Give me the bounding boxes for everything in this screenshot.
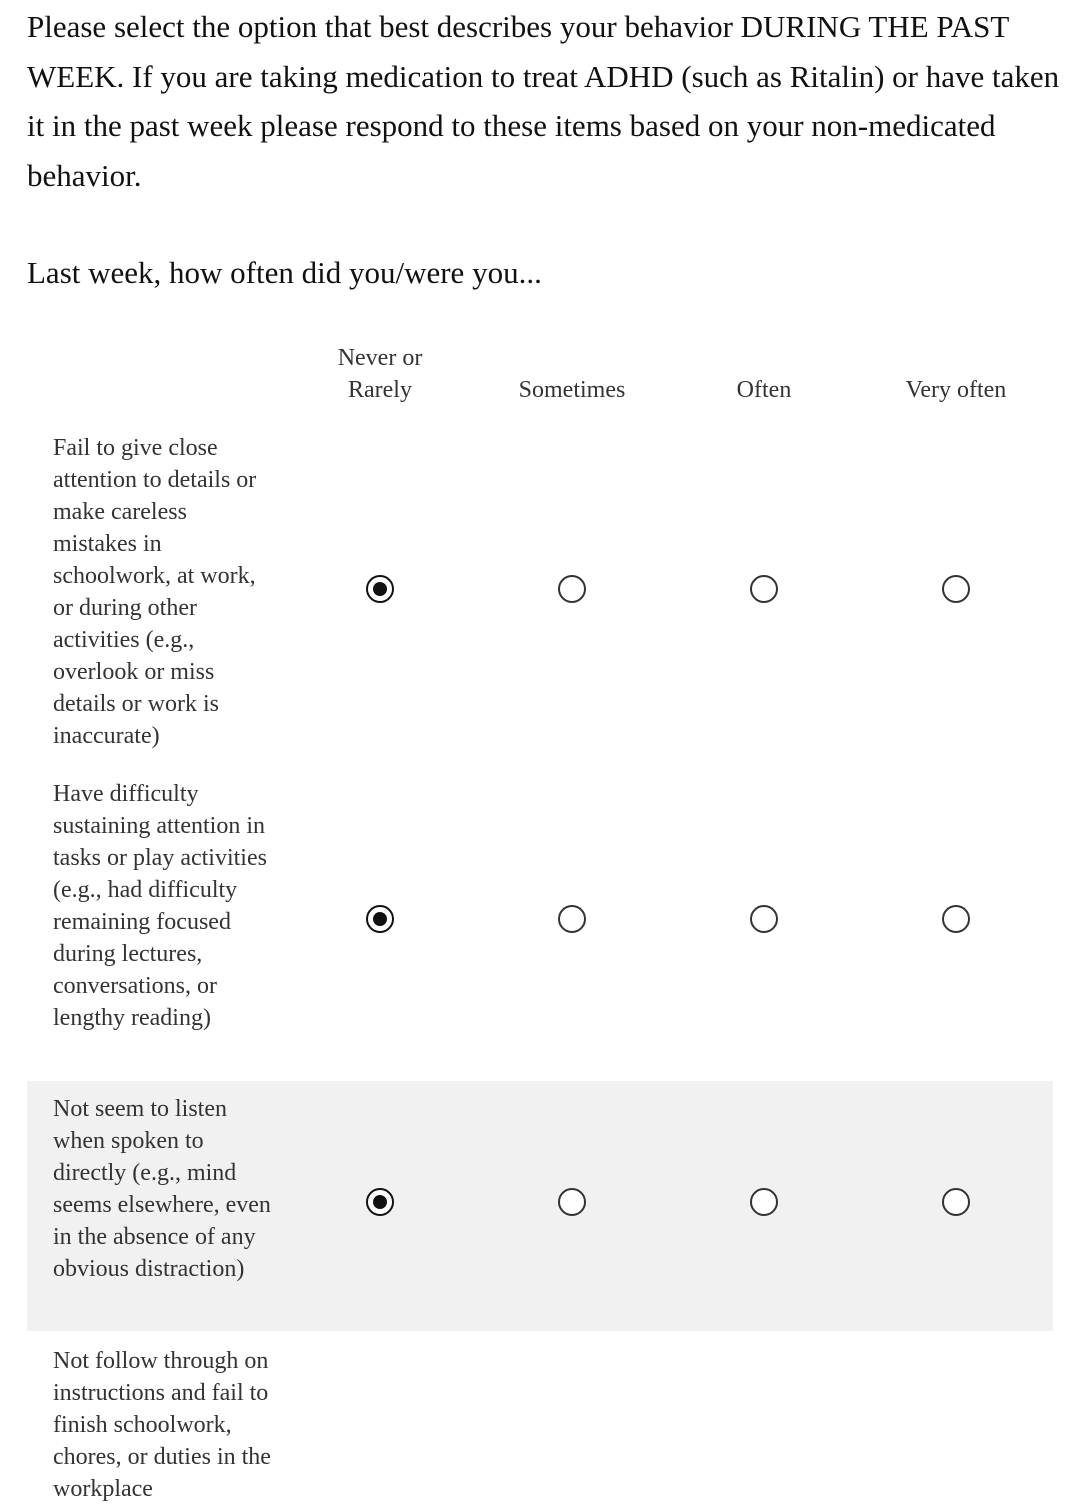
question-stem: Last week, how often did you/were you...	[27, 255, 542, 290]
radio-never-or-rarely[interactable]	[366, 575, 394, 603]
question-label: Fail to give close attention to details or make careless mistakes in schoolwork, at work, or during other activities (e.g., overlook or miss details or work is inaccurate)	[53, 435, 257, 749]
column-header-line: Never or	[337, 345, 423, 371]
radio-sometimes[interactable]	[558, 905, 586, 933]
column-header-line: Very often	[905, 377, 1007, 403]
radio-often[interactable]	[750, 905, 778, 933]
instructions-text: Please select the option that best describes your behavior DURING THE PAST WEEK. If you are taking medication to treat ADHD (such as Ritalin) or have taken it in the past week please respond to these items based on your non-medicated behavior.	[27, 9, 1060, 193]
radio-very-often[interactable]	[942, 1188, 970, 1216]
column-header-line: Rarely	[348, 377, 412, 403]
radio-very-often[interactable]	[942, 575, 970, 603]
question-label: Have difficulty sustaining attention in tasks or play activities (e.g., had difficulty remaining focused during lectures, conversations, or lengthy reading)	[53, 781, 267, 1031]
column-header-line: Often	[736, 377, 792, 403]
radio-never-or-rarely[interactable]	[366, 905, 394, 933]
column-header-line: Sometimes	[518, 377, 626, 403]
column-header-often	[694, 340, 834, 406]
radio-often[interactable]	[750, 575, 778, 603]
radio-sometimes[interactable]	[558, 1188, 586, 1216]
radio-never-or-rarely[interactable]	[366, 1188, 394, 1216]
question-row-4	[27, 1331, 1053, 1502]
radio-sometimes[interactable]	[558, 575, 586, 603]
column-header-sometimes	[492, 340, 652, 406]
column-header-never-or-rarely	[310, 340, 450, 406]
question-row-2	[27, 772, 1053, 1080]
question-row-3	[27, 1081, 1053, 1331]
question-row-1	[27, 425, 1053, 765]
column-header-very-often	[876, 340, 1036, 406]
radio-very-often[interactable]	[942, 905, 970, 933]
question-label: Not seem to listen when spoken to directly (e.g., mind seems elsewhere, even in the absence of any obvious distraction)	[53, 1096, 271, 1282]
radio-often[interactable]	[750, 1188, 778, 1216]
question-label: Not follow through on instructions and fail to finish schoolwork, chores, or duties in the workplace	[53, 1348, 271, 1502]
